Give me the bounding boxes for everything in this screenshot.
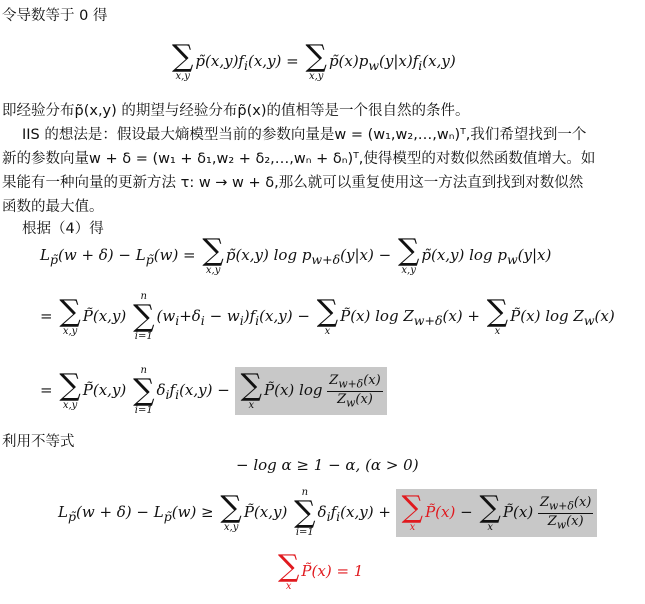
paragraph-3: 根据（4）得 bbox=[22, 221, 104, 237]
equation-1: ∑ x,y $p̃(x,y)f_i(x,y)$ = ∑ x,y $p̃(x)p_w(y|x)f_i(x,y)$ bbox=[172, 39, 456, 82]
sum-symbol: ∑ x bbox=[316, 294, 339, 337]
sum-symbol: ∑ x bbox=[278, 549, 300, 592]
sum-symbol: n ∑ i=1 bbox=[133, 365, 155, 416]
highlighted-term: ∑ x P̃(x) − ∑ x P̃(x) $\frac{Z_{w+\delta}(x)}{Z_w(x)}$ bbox=[396, 489, 598, 537]
sum-symbol: ∑ x,y bbox=[59, 368, 81, 411]
red-term: ∑ x P̃(x) bbox=[401, 490, 456, 533]
fraction: $\frac{Z_{w+\delta}(x)}{Z_w(x)}$ bbox=[329, 372, 381, 410]
sum-symbol: ∑ x,y bbox=[305, 39, 327, 82]
sum-symbol: ∑ x bbox=[479, 490, 501, 533]
paragraph-4: 利用不等式 bbox=[2, 434, 75, 450]
paragraph-1: 即经验分布p̃(x,y) 的期望与经验分布p̃(x)的值相等是一个很自然的条件。 bbox=[2, 103, 470, 119]
equation-3: = ∑ x,y P̃(x,y) n ∑ i=1 $(w_i+\delta_i - w_i)f_i(x,y)$ − ∑ x P̃(x) $\log Z_{w+\delta}(x)$ + ∑ x P̃(x) $\log Z_w(x)$ bbox=[40, 291, 615, 342]
sum-symbol: ∑ x,y bbox=[220, 490, 242, 533]
paragraph-2-line-2: 新的参数向量w + δ = (w₁ + δ₁,w₂ + δ₂,…,wₙ + δₙ)ᵀ,使得模型的对数似然函数值增大。如 bbox=[2, 151, 596, 167]
equation-6: ∑ x P̃(x) = 1 bbox=[278, 549, 364, 592]
sum-symbol: ∑ x,y bbox=[397, 233, 420, 276]
equation-2: $L_{p̃}(w + \delta) - L_{p̃}(w)$ = ∑ x,y p̃(x,y) $\log p_{w+\delta}(y|x)$ − ∑ x,y p̃(x,y) $\log p_w(y|x)$ bbox=[40, 233, 552, 276]
sum-symbol: n ∑ i=1 bbox=[133, 291, 155, 342]
fraction: $\frac{Z_{w+\delta}(x)}{Z_w(x)}$ bbox=[539, 494, 592, 532]
equation-5: $L_{p̃}(w + \delta) - L_{p̃}(w)$ ≥ ∑ x,y P̃(x,y) n ∑ i=1 $\delta_if_i(x,y)$ + ∑ x P̃(x) − ∑ x P̃(x) $\frac{Z_{w+\delta}(x)}{Z_w(x)}$ bbox=[58, 488, 597, 538]
sum-symbol: ∑ x,y bbox=[172, 39, 194, 82]
sum-symbol: ∑ x bbox=[240, 368, 263, 411]
paragraph-2-line-1: IIS 的想法是：假设最大熵模型当前的参数向量是w = (w₁,w₂,…,wₙ)ᵀ,我们希望找到一个 bbox=[22, 127, 587, 143]
sum-symbol: ∑ x,y bbox=[59, 294, 81, 337]
intro-text: 令导数等于 0 得 bbox=[2, 8, 108, 24]
paragraph-2-line-4: 函数的最大值。 bbox=[2, 199, 104, 215]
sum-symbol: n ∑ i=1 bbox=[294, 487, 316, 538]
sum-symbol: ∑ x bbox=[401, 490, 424, 533]
highlighted-term: ∑ x P̃(x) log $\frac{Z_{w+\delta}(x)}{Z_w(x)}$ bbox=[235, 367, 387, 415]
sum-symbol: ∑ x bbox=[486, 294, 509, 337]
inequality: − log α ≥ 1 − α, (α > 0) bbox=[236, 456, 419, 474]
paragraph-2-line-3: 果能有一种向量的更新方法 τ: w → w + δ,那么就可以重复使用这一方法直到找到对数似然 bbox=[2, 175, 584, 191]
sum-symbol: ∑ x,y bbox=[202, 233, 224, 276]
equation-4: = ∑ x,y P̃(x,y) n ∑ i=1 $\delta_if_i(x,y)$ − ∑ x P̃(x) log $\frac{Z_{w+\delta}(x)}{Z_w(x)}$ bbox=[40, 366, 387, 416]
